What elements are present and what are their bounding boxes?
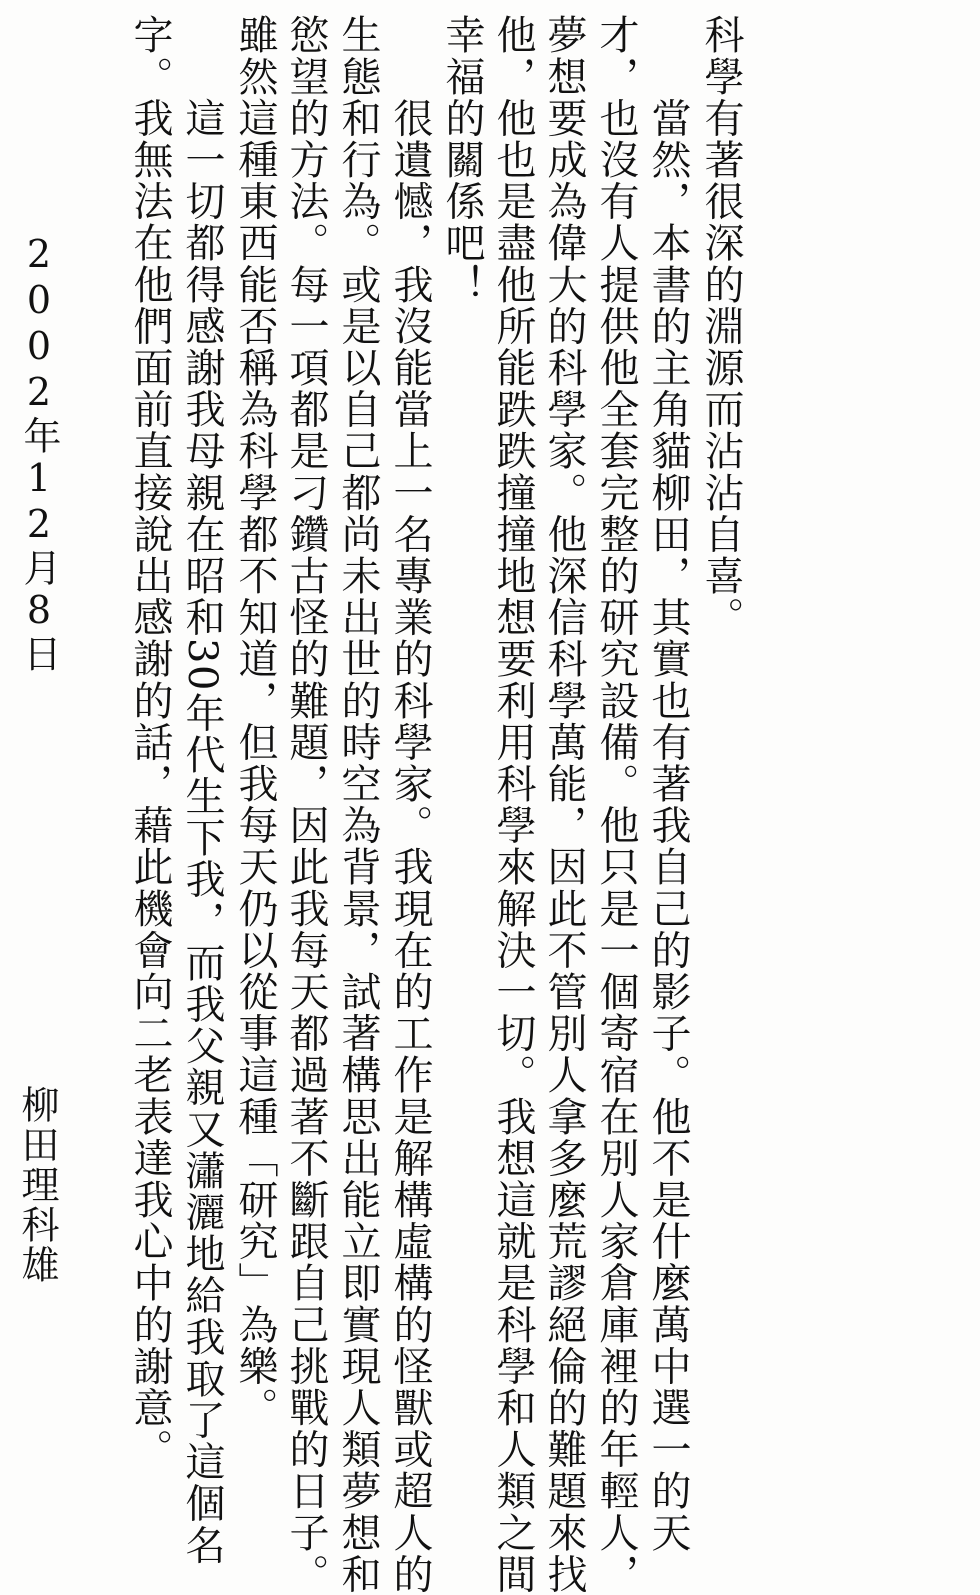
text-column-10: 雖然這種東西能否稱為科學都不知道，但我每天仍以從事這種「研究」為樂。 bbox=[232, 14, 278, 1429]
text-column-8: 生態和行為。或是以自己都尚未出世的時空為背景，試著構思出能立即實現人類夢想和 bbox=[335, 14, 381, 1595]
text-column-12: 字。我無法在他們面前直接說出感謝的話，藉此機會向二老表達我心中的謝意。 bbox=[127, 14, 173, 1470]
text-column-9: 慾望的方法。每一項都是刁鑽古怪的難題，因此我每天都過著不斷跟自己挑戰的日子。 bbox=[283, 14, 329, 1595]
text-column-3: 才，也沒有人提供他全套完整的研究設備。他只是一個寄宿在別人家倉庫裡的年輕人， bbox=[593, 14, 639, 1595]
text-column-5: 他，他也是盡他所能跌跌撞撞地想要利用科學來解決一切。我想這就是科學和人類之間 bbox=[490, 14, 536, 1595]
text-column-6: 幸福的關係吧！ bbox=[439, 14, 485, 306]
signature-author: 柳田理科雄 bbox=[15, 1085, 59, 1285]
text-column-4: 夢想要成為偉大的科學家。他深信科學萬能，因此不管別人拿多麼荒謬絕倫的難題來找 bbox=[541, 14, 587, 1595]
text-column-7: 很遺憾，我沒能當上一名專業的科學家。我現在的工作是解構虛構的怪獸或超人的 bbox=[387, 14, 433, 1595]
text-column-2: 當然，本書的主角貓柳田，其實也有著我自己的影子。他不是什麼萬中選一的天 bbox=[645, 14, 691, 1554]
text-column-1: 科學有著很深的淵源而沾沾自喜。 bbox=[698, 14, 744, 638]
signature-date: 2002年12月8日 bbox=[17, 232, 61, 674]
text-column-11: 這一切都得感謝我母親在昭和30年代生下我，而我父親又瀟灑地給我取了這個名 bbox=[179, 14, 225, 1566]
